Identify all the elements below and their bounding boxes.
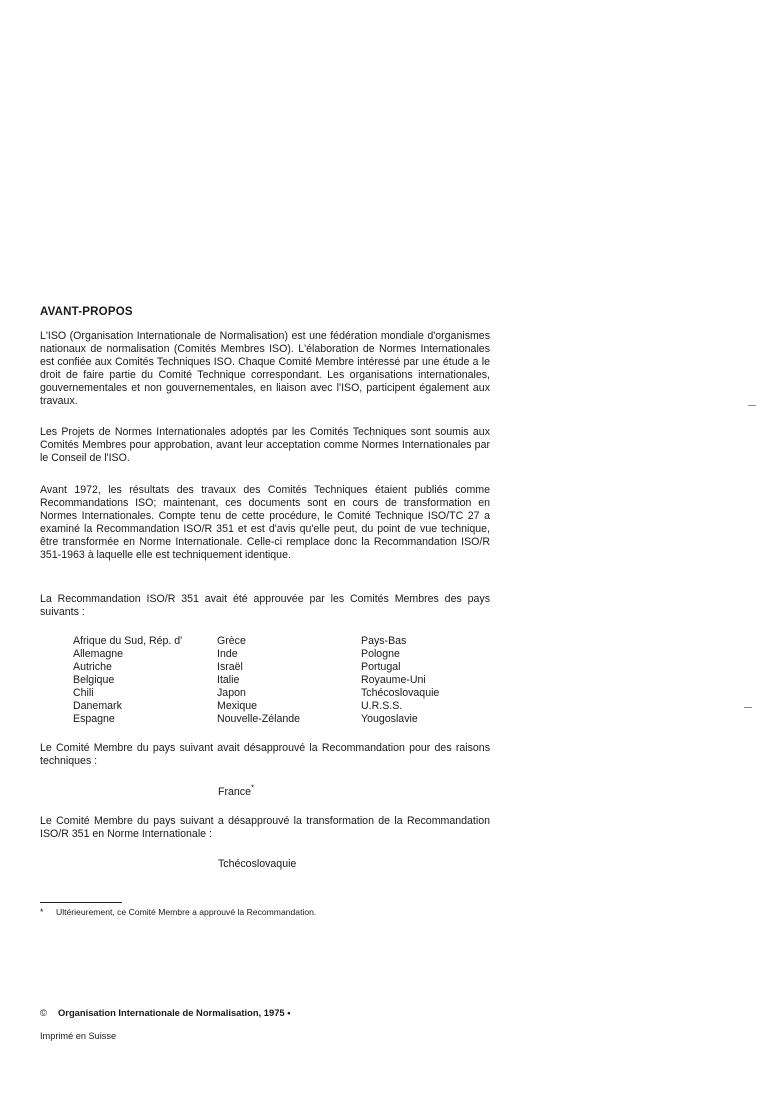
paragraph-iso-intro: L'ISO (Organisation Internationale de Normalisation) est une fédération mondiale d'organismes nationaux de normalisation (Comités Membres ISO). L'élaboration de Normes Internationales est confiée aux Comités Techniques ISO. Chaque Comité Membre intéressé par une étude a le droit de faire partie du Comité Technique correspondant. Les organisations internationales, gouvernementales et non gouvernementales, en liaison avec l'ISO, participent également aux travaux. xyxy=(40,330,490,407)
paragraph-draft-standards: Les Projets de Normes Internationales adoptés par les Comités Techniques sont soumis aux Comités Membres pour approbation, avant leur acceptation comme Normes Internationales par le Conseil de l'ISO. xyxy=(40,426,490,464)
margin-mark xyxy=(748,405,756,406)
approving-countries-list xyxy=(73,635,501,726)
country-item: Pologne xyxy=(361,648,400,660)
country-item: Royaume-Uni xyxy=(361,674,426,686)
country-item: Tchécoslovaquie xyxy=(361,687,440,699)
country-column-2 xyxy=(217,635,361,726)
country-item: Belgique xyxy=(73,674,115,686)
paragraph-disapproval-recommendation: Le Comité Membre du pays suivant avait désapprouvé la Recommandation pour des raisons techniques : xyxy=(40,742,490,767)
paragraph-history: Avant 1972, les résultats des travaux des Comités Techniques étaient publiés comme Recommandations ISO; maintenant, ces documents sont en cours de transformation en Normes Internationales. Compte tenu de cette procédure, le Comité Technique ISO/TC 27 a examiné la Recommandation ISO/R 351 et est d'avis qu'elle peut, du point de vue technique, être transformée en Norme Internationale. Celle-ci remplace donc la Recommandation ISO/R 351-1963 à laquelle elle est techniquement identique. xyxy=(40,484,490,561)
country-item: Grèce xyxy=(217,635,246,647)
country-item: Afrique du Sud, Rép. d' xyxy=(73,635,183,647)
footnote-mark: * xyxy=(250,783,255,793)
country-item: Chili xyxy=(73,687,94,699)
country-item: Israël xyxy=(217,661,243,673)
country-item: Portugal xyxy=(361,661,401,673)
country-item: Italie xyxy=(217,674,240,686)
footnote-divider xyxy=(40,902,122,903)
disapproving-country-recommendation xyxy=(218,783,255,799)
page-title: AVANT-PROPOS xyxy=(40,306,133,318)
country-item: Mexique xyxy=(217,700,258,712)
country-item: Espagne xyxy=(73,713,115,725)
country-item: Nouvelle-Zélande xyxy=(217,713,301,725)
footnote-star: * xyxy=(40,907,44,917)
copyright-text: Organisation Internationale de Normalisation, 1975 • xyxy=(58,1007,291,1018)
copyright-line xyxy=(40,1007,291,1018)
paragraph-approval-intro: La Recommandation ISO/R 351 avait été approuvée par les Comités Membres des pays suivants : xyxy=(40,593,490,618)
country-item: Yougoslavie xyxy=(361,713,418,725)
printed-in: Imprimé en Suisse xyxy=(40,1031,117,1041)
country-item: Inde xyxy=(217,648,238,660)
country-item: Pays-Bas xyxy=(361,635,407,647)
footnote xyxy=(40,907,316,918)
country-name: France xyxy=(218,786,251,798)
country-item: Danemark xyxy=(73,700,122,712)
country-column-3 xyxy=(361,635,501,726)
footnote-text: Ultérieurement, ce Comité Membre a approuvé la Recommandation. xyxy=(56,907,317,917)
country-column-1 xyxy=(73,635,217,726)
country-item: Japon xyxy=(217,687,246,699)
margin-mark xyxy=(744,707,752,708)
copyright-icon: © xyxy=(40,1007,47,1018)
country-item: U.R.S.S. xyxy=(361,700,403,712)
disapproving-country-transformation: Tchécoslovaquie xyxy=(218,858,297,870)
country-item: Autriche xyxy=(73,661,112,673)
paragraph-disapproval-transformation: Le Comité Membre du pays suivant a désapprouvé la transformation de la Recommandation ISO/R 351 en Norme Internationale : xyxy=(40,815,490,840)
country-item: Allemagne xyxy=(73,648,124,660)
